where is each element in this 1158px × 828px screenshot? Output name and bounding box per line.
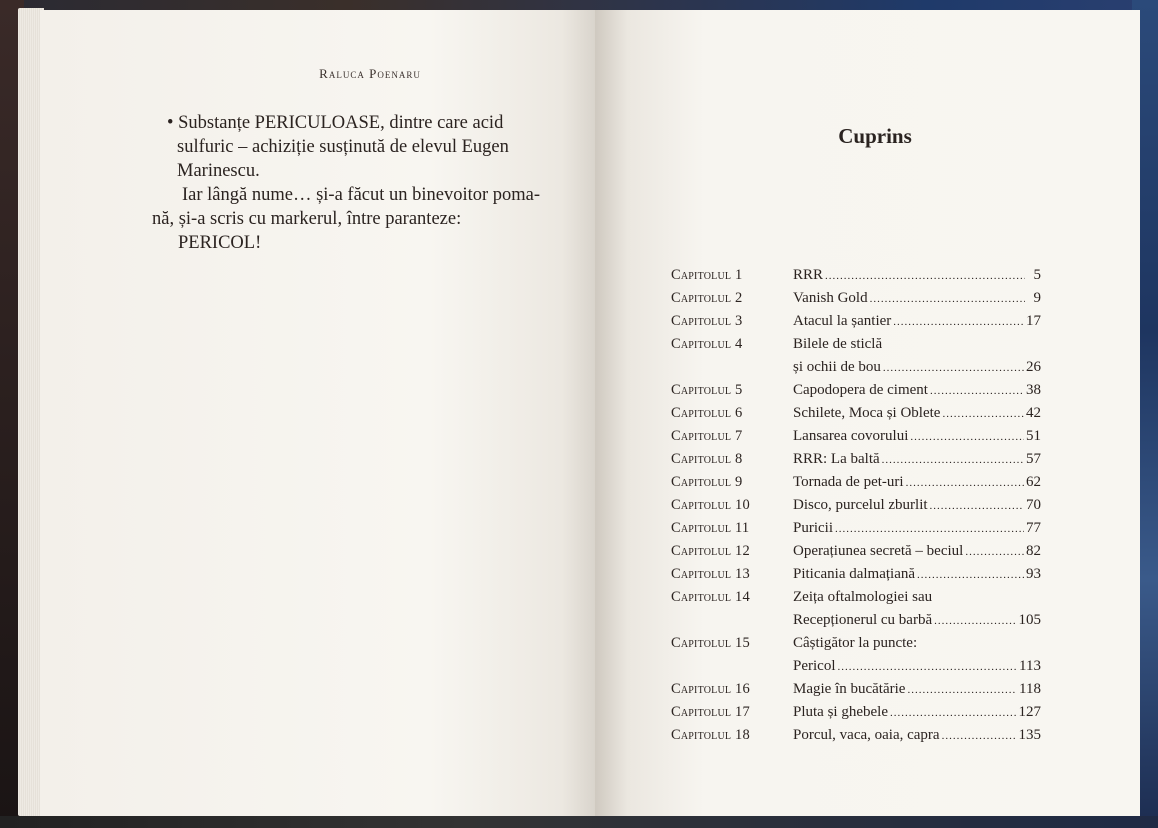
toc-chapter-title: Disco, purcelul zburlit [793,497,928,513]
toc-row [671,287,1041,310]
toc-row [671,425,1041,448]
toc-leader-dots [870,288,1025,311]
toc-chapter-label: Capitolul 17 [671,704,750,720]
toc-entry [793,517,1041,541]
toc-chapter-title: Puricii [793,520,833,536]
toc-chapter-title: Operațiunea secretă – beciul [793,543,964,559]
table-of-contents [671,264,1041,747]
toc-entry [793,379,1041,403]
toc-row [671,724,1041,747]
toc-row [671,655,1041,678]
toc-row [671,471,1041,494]
toc-leader-dots [942,403,1024,426]
toc-chapter-label: Capitolul 4 [671,336,743,352]
toc-row [671,333,1041,356]
toc-chapter-label: Capitolul 15 [671,635,750,651]
toc-page-number: 135 [1018,727,1041,743]
toc-leader-dots [965,541,1024,564]
toc-chapter-label: Capitolul 11 [671,520,750,536]
toc-leader-dots [917,564,1024,587]
toc-leader-dots [930,380,1024,403]
toc-leader-dots [907,679,1017,702]
toc-leader-dots [835,518,1024,541]
toc-entry [793,655,1041,679]
toc-entry [793,310,1041,334]
toc-chapter-title: și ochii de bou [793,359,881,375]
toc-page-number: 42 [1026,405,1041,421]
toc-row [671,402,1041,425]
toc-page-number: 5 [1033,267,1041,283]
left-page [40,10,595,816]
toc-page-number: 17 [1026,313,1041,329]
toc-row [671,356,1041,379]
toc-chapter-label: Capitolul 7 [671,428,743,444]
toc-page-number: 57 [1026,451,1041,467]
toc-leader-dots [883,357,1024,380]
toc-leader-dots [893,311,1024,334]
toc-chapter-title: RRR: La baltă [793,451,880,467]
toc-chapter-title: Capodopera de ciment [793,382,928,398]
toc-row [671,609,1041,632]
toc-page-number: 127 [1018,704,1041,720]
toc-entry [793,425,1041,449]
toc-chapter-label: Capitolul 13 [671,566,750,582]
background-bottom [0,816,1158,828]
bullet-line: • Substanțe PERICULOASE, dintre care acid [167,113,504,133]
toc-entry [793,701,1041,725]
toc-chapter-label: Capitolul 1 [671,267,743,283]
toc-leader-dots [838,656,1018,679]
toc-leader-dots [942,725,1017,748]
toc-entry [793,494,1041,518]
toc-row [671,310,1041,333]
toc-row [671,448,1041,471]
bullet-item [167,111,527,183]
toc-chapter-title: Câștigător la puncte: [793,635,918,651]
toc-row [671,379,1041,402]
toc-entry [793,471,1041,495]
toc-chapter-label: Capitolul 12 [671,543,750,559]
bullet-line: sulfuric – achiziție susținută de elevul Eugen [177,137,509,157]
toc-row [671,678,1041,701]
toc-page-number: 77 [1026,520,1041,536]
toc-chapter-title: Atacul la șantier [793,313,892,329]
toc-page-number: 62 [1026,474,1041,490]
toc-entry [793,540,1041,564]
toc-page-number: 26 [1026,359,1041,375]
toc-row [671,540,1041,563]
toc-leader-dots [890,702,1017,725]
toc-entry [793,724,1041,748]
toc-entry [793,287,1041,311]
toc-entry [793,402,1041,426]
running-head: Raluca Poenaru [319,66,421,81]
toc-row [671,586,1041,609]
toc-page-number: 118 [1019,681,1041,697]
toc-row [671,563,1041,586]
toc-chapter-title: Vanish Gold [793,290,868,306]
toc-chapter-title: Tornada de pet-uri [793,474,904,490]
toc-entry [793,264,1041,288]
toc-chapter-title: Porcul, vaca, oaia, capra [793,727,940,743]
toc-page-number: 9 [1033,290,1041,306]
toc-chapter-title: Recepționerul cu barbă [793,612,933,628]
toc-chapter-label: Capitolul 18 [671,727,750,743]
toc-chapter-label: Capitolul 3 [671,313,743,329]
toc-page-number: 113 [1019,658,1041,674]
toc-chapter-title: Piticania dalmațiană [793,566,916,582]
toc-row [671,517,1041,540]
toc-chapter-label: Capitolul 5 [671,382,743,398]
toc-row [671,264,1041,287]
toc-page-number: 51 [1026,428,1041,444]
toc-chapter-label: Capitolul 14 [671,589,750,605]
toc-chapter-title: Zeița oftalmologiei sau [793,589,933,605]
toc-page-number: 82 [1026,543,1041,559]
toc-chapter-title: Magie în bucătărie [793,681,906,697]
toc-leader-dots [906,472,1024,495]
toc-chapter-title: Pluta și ghebele [793,704,888,720]
toc-chapter-title: RRR [793,267,824,283]
toc-chapter-label: Capitolul 2 [671,290,743,306]
toc-row [671,632,1041,655]
toc-page-number: 93 [1026,566,1041,582]
paragraph [112,183,541,255]
paragraph-line: nă, și-a scris cu markerul, între paranteze: [152,209,462,229]
toc-entry [793,448,1041,472]
toc-leader-dots [882,449,1024,472]
bullet-line: Marinescu. [177,161,260,181]
toc-entry [793,333,1041,356]
toc-row [671,701,1041,724]
toc-chapter-title: Lansarea covorului [793,428,909,444]
toc-entry [793,678,1041,702]
toc-chapter-label: Capitolul 10 [671,497,750,513]
toc-entry [793,356,1041,380]
toc-chapter-label: Capitolul 6 [671,405,743,421]
toc-leader-dots [825,265,1025,288]
toc-entry [793,563,1041,587]
toc-entry [793,632,1041,655]
toc-page-number: 105 [1018,612,1041,628]
toc-leader-dots [930,495,1024,518]
toc-leader-dots [934,610,1016,633]
toc-page-number: 38 [1026,382,1041,398]
toc-row [671,494,1041,517]
toc-chapter-title: Pericol [793,658,836,674]
toc-entry [793,609,1041,633]
toc-chapter-label: Capitolul 9 [671,474,743,490]
toc-page-number: 70 [1026,497,1041,513]
toc-chapter-title: Bilele de sticlă [793,336,883,352]
toc-leader-dots [910,426,1024,449]
toc-chapter-label: Capitolul 16 [671,681,750,697]
toc-chapter-title: Schilete, Moca și Oblete [793,405,941,421]
right-page [595,10,1140,816]
paragraph-line: PERICOL! [178,233,262,253]
toc-chapter-label: Capitolul 8 [671,451,743,467]
toc-entry [793,586,1041,609]
toc-title: Cuprins [838,124,912,148]
paragraph-line: Iar lângă nume… și-a făcut un binevoitor poma- [182,185,541,205]
